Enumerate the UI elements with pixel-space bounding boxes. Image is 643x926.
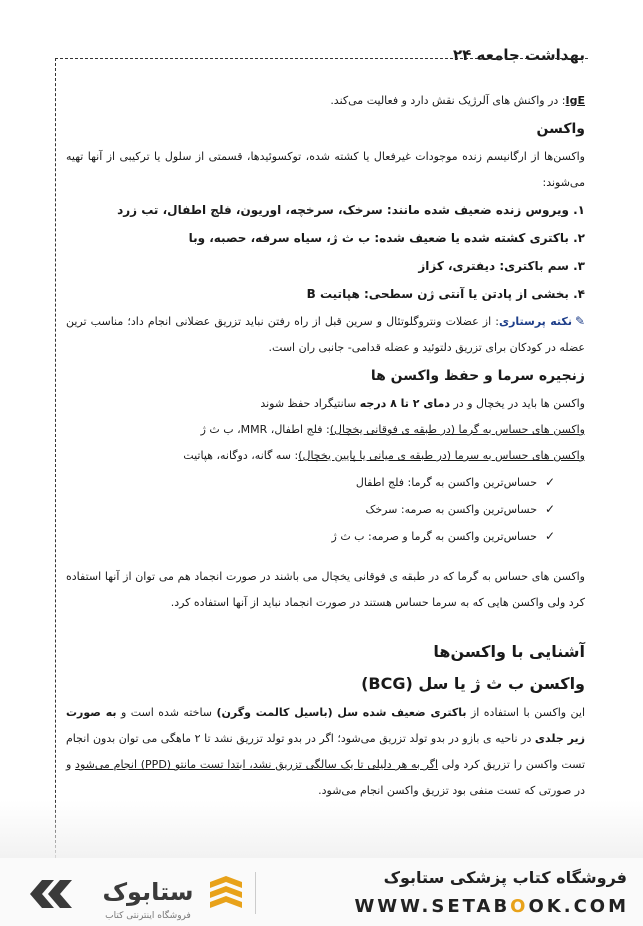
vaccine-intro: واکسن‌ها از ارگانیسم زنده موجودات غیرفعال یا کشته شده، توکسوئیدها، قسمتی از سلول یا ترکیبی از آنها تهیه می‌شوند: [66, 150, 585, 189]
check-item [66, 523, 555, 550]
footer-divider [255, 872, 256, 914]
nursing-note-text: : از عضلات ونتروگلوتئال و سرین قبل از راه رفتن نباید تزریق عضلانی انجام داد؛ مناسب ترین عضله در کودکان برای تزریق دلتوئید و عضله قدامی- جانبی ران است. [66, 315, 585, 354]
ige-text: : در واکنش های آلرژیک نقش دارد و فعالیت می‌کند. [330, 94, 566, 107]
page-content [66, 88, 585, 804]
vaccine-item-3: ۳. سم باکتری: دیفتری، کزاز [418, 259, 585, 273]
freezing-paragraph: واکسن های حساس به گرما که در طبقه ی فوقانی یخچال می باشند در صورت انجماد هم می توان از آنها استفاده کرد ولی واکسن هایی که به سرما حساس هستند در صورت انجماد نباید از آنها استفاده کرد. [66, 570, 585, 609]
shop-url[interactable] [354, 896, 629, 917]
url-part-a: WWW.SETAB [354, 896, 511, 917]
bcg-p-d: به صورت زیر جلدی [66, 706, 585, 745]
nursing-note-label: نکته پرستاری [498, 315, 572, 328]
check-item [66, 469, 555, 496]
check-item [66, 496, 555, 523]
pen-icon: ✎ [574, 314, 586, 328]
sensitivity-checklist [66, 469, 585, 550]
check-item-text: حساس‌ترین واکسن به گرما: فلج اطفال [355, 476, 537, 489]
heat-sensitive-list: : فلج اطفال، MMR، ب ث ژ [200, 423, 330, 436]
vaccine-item-1: ۱. ویروس زنده ضعیف شده مانند: سرخک، سرخچه، اوریون، فلج اطفال، تب زرد [117, 203, 585, 217]
svg-text:فروشگاه اینترنتی کتاب: فروشگاه اینترنتی کتاب [105, 911, 191, 921]
heat-sensitive-label: واکسن های حساس به گرما (در طبقه ی فوقانی یخچال) [329, 423, 585, 436]
cold-sensitive-list: : سه گانه، دوگانه، هپاتیت [183, 449, 299, 462]
cold-chain-line-1-c: سانتیگراد حفظ شوند [260, 397, 360, 410]
url-part-o: O [510, 896, 529, 917]
checkmark-icon: ✓ [544, 529, 555, 543]
setabook-logo [28, 866, 248, 922]
bcg-paragraph [66, 700, 585, 804]
url-part-b: OK.COM [528, 896, 629, 917]
cold-sensitive-label: واکسن های حساس به سرما (در طبقه ی میانی یا پایین یخچال) [298, 449, 585, 462]
header-divider [55, 58, 588, 59]
cold-chain-heading: زنجیره سرما و حفظ واکسن ها [370, 368, 585, 384]
shop-name: فروشگاه کتاب پزشکی ستابوک [383, 868, 627, 887]
bcg-p-g: و در صورتی که تست منفی بود تزریق واکسن انجام می‌شود. [66, 758, 585, 797]
bcg-p-e: در ناحیه ی بازو در بدو تولد تزریق می‌شود؛ اگر در بدو تولد تزریق نشد تا ۲ ماهگی می توان بدون انجام تست واکسن را تزریق کرد ولی [66, 732, 586, 771]
bcg-heading: واکسن ب ث ژ یا سل (BCG) [361, 674, 585, 693]
page-header: بهداشت جامعه ۲۴ [452, 46, 585, 64]
cold-chain-line-1 [66, 391, 585, 417]
cold-chain-line-2 [66, 417, 585, 443]
bcg-p-a: این واکسن با استفاده از [466, 706, 585, 719]
margin-divider [55, 58, 56, 858]
checkmark-icon: ✓ [544, 475, 555, 489]
cold-chain-line-1-a: واکسن ها باید در یخچال و در [449, 397, 585, 410]
check-item-text: حساس‌ترین واکسن به گرما و صرمه: ب ث ژ [331, 530, 537, 543]
cold-chain-line-3 [66, 443, 585, 469]
nursing-note [66, 308, 585, 361]
temperature-range: دمای ۲ تا ۸ درجه [359, 397, 450, 410]
bcg-p-f: اگر به هر دلیلی تا یک سالگی تزریق نشد، ابتدا تست مانتو (PPD) انجام می‌شود [75, 758, 439, 771]
bcg-p-c: ساخته شده است و [116, 706, 217, 719]
bcg-p-b: باکتری ضعیف شده سل (باسیل کالمت وگرن) [216, 706, 467, 719]
svg-text:ستابوک: ستابوک [102, 878, 194, 906]
vaccine-item-2: ۲. باکتری کشته شده یا ضعیف شده: ب ث ژ، سیاه سرفه، حصبه، وبا [188, 231, 585, 245]
intro-vaccines-heading: آشنایی با واکسن‌ها [433, 642, 585, 661]
checkmark-icon: ✓ [544, 502, 555, 516]
ige-term: IgE [565, 94, 585, 107]
bottom-fade [0, 800, 643, 860]
ige-line [66, 88, 585, 114]
vaccine-item-4: ۴. بخشی از پادتن یا آنتی ژن سطحی: هپاتیت B [306, 287, 585, 301]
vaccine-heading: واکسن [536, 121, 585, 137]
check-item-text: حساس‌ترین واکسن به صرمه: سرخک [365, 503, 537, 516]
